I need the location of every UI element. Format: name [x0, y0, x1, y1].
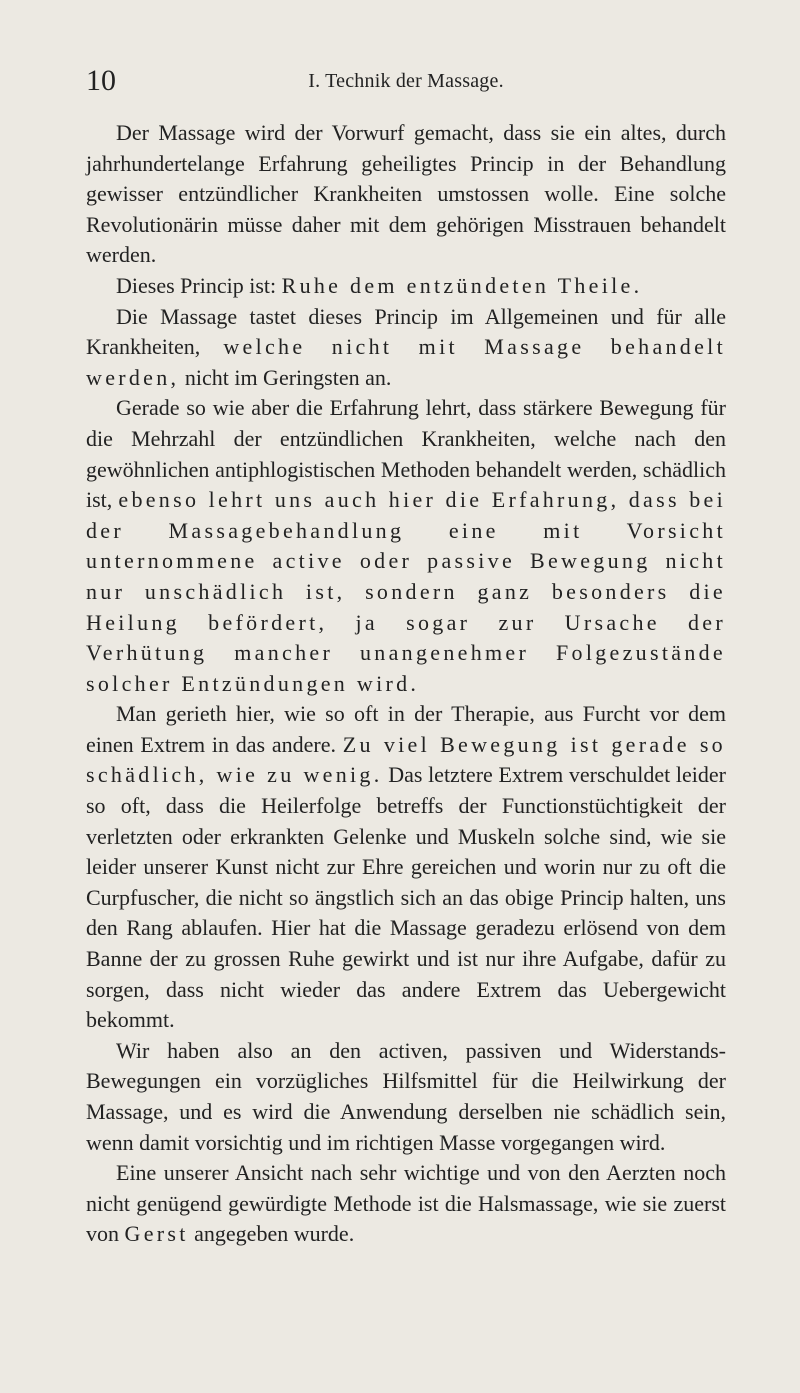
paragraph-5-text-a: Man gerieth hier, wie so oft in der Therapie, aus Furcht vor dem einen Extrem in das andere.	[86, 701, 726, 757]
paragraph-4-text: Gerade so wie aber die Erfahrung lehrt, dass stärkere Bewegung für die Mehrzahl der entzündlichen Krankheiten, welche nach den gewöhnlichen antiphlogistischen Methoden behandelt werden, schädlich ist,	[86, 395, 726, 513]
paragraph-6-text: Wir haben also an den activen, passiven und Widerstands-Bewegungen ein vorzügliches Hilfsmittel für die Heilwirkung der Massage, und es wird die Anwendung derselben nie schädlich sein, wenn damit vorsichtig und im richtigen Masse vorgegangen wird.	[86, 1037, 726, 1155]
paragraph-2-text: Dieses Princip ist:	[116, 272, 282, 298]
page-number: 10	[86, 64, 116, 97]
paragraph-3	[86, 302, 726, 394]
running-title: I. Technik der Massage.	[308, 70, 504, 92]
paragraph-5-text-b: Das letztere Extrem verschuldet leider so oft, dass die Heilerfolge betreffs der Functionstüchtigkeit der verletzten oder erkrankten Gelenke und Muskeln solche sind, wie sie leider unserer Kunst nicht zur Ehre gereichen und worin nur zu oft die Curpfuscher, die nicht so ängstlich sich an das obige Princip halten, uns den Rang ablaufen. Hier hat die Massage geradezu erlösend von dem Banne der zu grossen Ruhe gewirkt und ist nur ihre Aufgabe, dafür zu sorgen, dass nicht wieder das andere Extrem das Uebergewicht bekommt.	[86, 762, 726, 1033]
paragraph-5	[86, 699, 726, 1036]
paragraph-2	[86, 271, 726, 302]
paragraph-7-text-a: Eine unserer Ansicht nach sehr wichtige und von den Aerzten noch nicht genügend gewürdigte Methode ist die Halsmassage, wie sie zuerst von	[86, 1160, 726, 1247]
paragraph-3-text-a: Die Massage tastet dieses Princip im Allgemeinen und für alle Krankheiten,	[86, 303, 726, 360]
paragraph-5-emphasis: Zu viel Bewegung ist gerade so schädlich, wie zu wenig.	[86, 731, 726, 788]
paragraph-4	[86, 393, 726, 699]
paragraph-2-emphasis: Ruhe dem entzündeten Theile.	[281, 272, 643, 298]
paragraph-3-text-b: nicht im Geringsten an.	[179, 364, 392, 390]
page-header	[86, 62, 726, 102]
paragraph-1	[86, 118, 726, 271]
paragraph-7-text-b: angegeben wurde.	[188, 1221, 355, 1247]
paragraph-7-emphasis: Gerst	[124, 1221, 189, 1247]
paragraph-6	[86, 1036, 726, 1158]
paragraph-7	[86, 1158, 726, 1250]
paragraph-4-emphasis: ebenso lehrt uns auch hier die Erfahrung, dass bei der Massagebehandlung eine mit Vorsicht unternommene active oder passive Bewegung nicht nur unschädlich ist, sondern ganz besonders die Heilung befördert, ja sogar zur Ursache der Verhütung mancher unangenehmer Folgezustände solcher Entzündungen wird.	[86, 487, 726, 696]
paragraph-3-emphasis: welche nicht mit Massage behandelt werden,	[86, 334, 726, 390]
paragraph-1-text: Der Massage wird der Vorwurf gemacht, dass sie ein altes, durch jahrhundertelange Erfahrung geheiligtes Princip in der Behandlung gewisser entzündlicher Krankheiten umstossen wolle. Eine solche Revolutionärin müsse daher mit dem gehörigen Misstrauen behandelt werden.	[86, 120, 726, 268]
body-text	[86, 118, 726, 1250]
